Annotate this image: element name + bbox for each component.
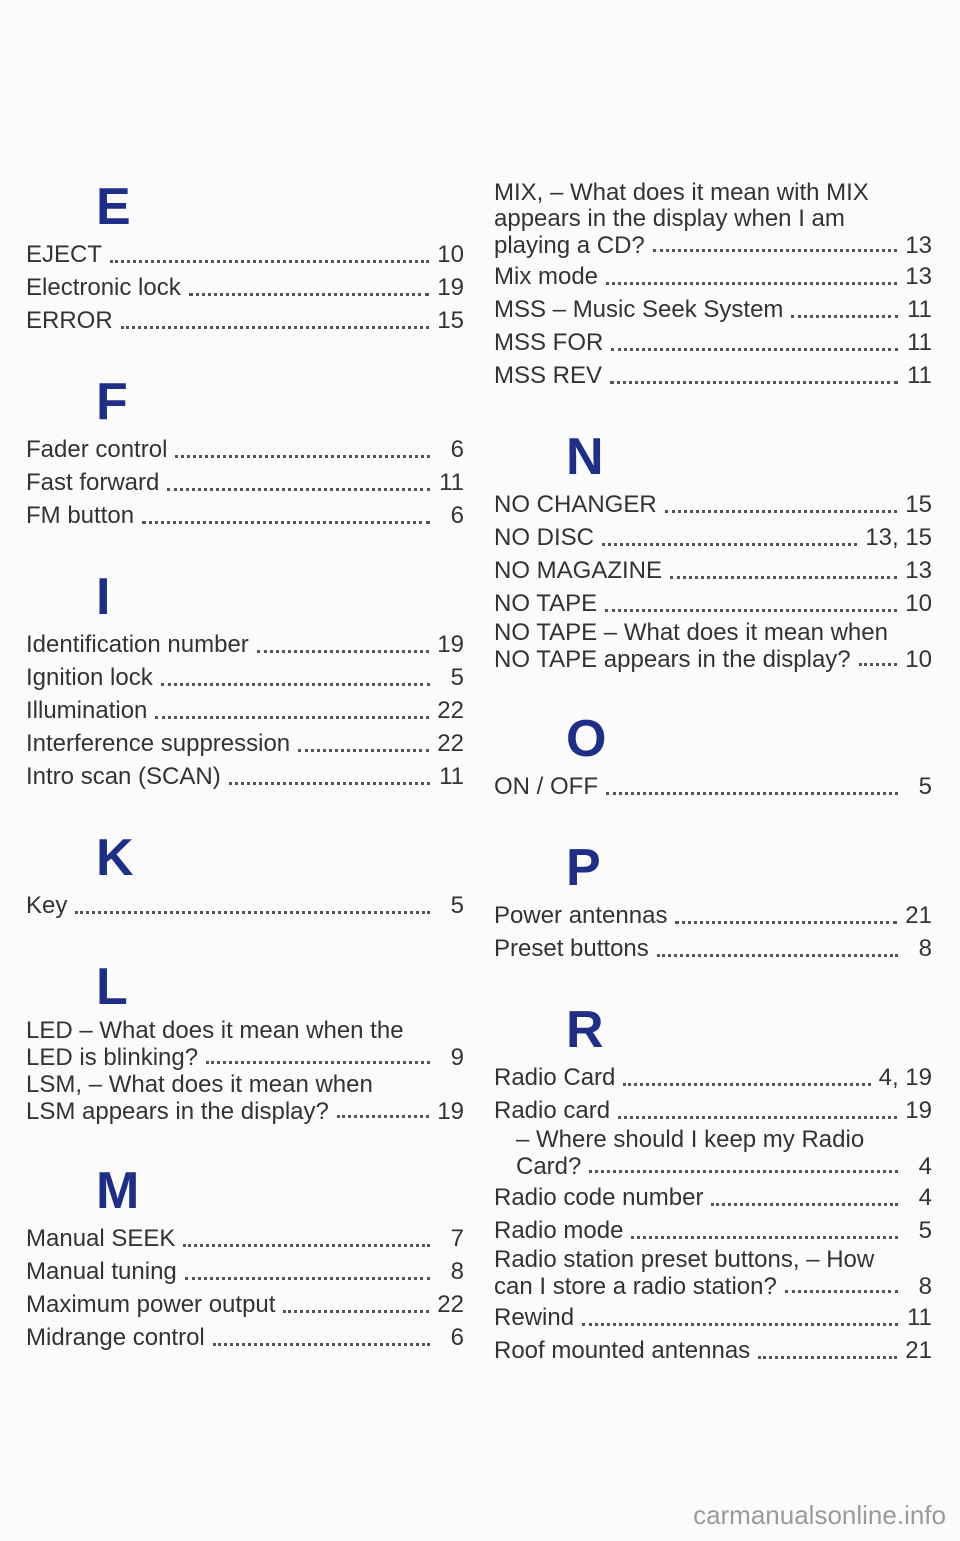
entry-page-number: 19	[437, 274, 464, 301]
entry-page-number: 21	[905, 902, 932, 929]
dot-leader	[670, 573, 897, 579]
index-entry-list	[494, 488, 932, 674]
section-letter-heading: N	[566, 428, 604, 486]
index-section-k	[26, 829, 464, 952]
entry-term-line: NO TAPE – What does it mean when	[494, 619, 888, 646]
entry-page-number: 22	[437, 730, 464, 757]
dot-leader	[758, 1353, 897, 1359]
index-entry-fm-button[interactable]	[26, 499, 464, 532]
entry-page-number: 11	[439, 763, 464, 790]
entry-term-final-line	[494, 646, 932, 674]
entry-term: MSS REV	[494, 362, 603, 389]
dot-leader	[606, 789, 898, 795]
index-entry-midrange-control[interactable]	[26, 1321, 464, 1354]
index-entry-list	[494, 180, 932, 392]
section-letter-heading: M	[96, 1162, 140, 1220]
entry-term: Electronic lock	[26, 274, 181, 301]
dot-leader	[213, 1340, 430, 1346]
index-entry-mss-for[interactable]	[494, 326, 932, 359]
entry-page-number: 19	[905, 1097, 932, 1124]
entry-term: LED is blinking?	[26, 1044, 199, 1071]
entry-term: NO CHANGER	[494, 491, 657, 518]
entry-page-number: 5	[450, 892, 464, 919]
index-entry-no-magazine[interactable]	[494, 554, 932, 587]
entry-term: Mix mode	[494, 263, 599, 290]
entry-term: Preset buttons	[494, 935, 649, 962]
entry-page-number: 11	[907, 296, 932, 323]
entry-term: Radio Card	[494, 1064, 616, 1091]
dot-leader	[185, 1274, 430, 1280]
dot-leader	[206, 1058, 430, 1064]
entry-page-number: 7	[450, 1225, 464, 1252]
entry-term: NO TAPE appears in the display?	[494, 646, 851, 673]
index-entry-list	[26, 628, 464, 793]
index-entry-illumination[interactable]	[26, 694, 464, 727]
entry-page-number: 13	[905, 557, 932, 584]
dot-leader	[859, 660, 898, 666]
dot-leader	[110, 257, 429, 263]
entry-page-number: 8	[450, 1258, 464, 1285]
section-letter-heading: F	[96, 373, 128, 431]
dot-leader	[631, 1233, 898, 1239]
entry-term: can I store a radio station?	[494, 1273, 777, 1300]
index-entry-mss-rev[interactable]	[494, 359, 932, 392]
entry-page-number: 8	[918, 1273, 932, 1300]
dot-leader	[257, 647, 430, 653]
dot-leader	[337, 1112, 429, 1118]
dot-leader	[298, 746, 429, 752]
dot-leader	[161, 680, 430, 686]
index-entry-list	[26, 433, 464, 532]
index-entry-manual-seek[interactable]	[26, 1222, 464, 1255]
index-entry-preset-buttons[interactable]	[494, 932, 932, 965]
index-entry-no-tape-appears-in-the-display[interactable]	[494, 620, 932, 674]
entry-term: Radio card	[494, 1097, 611, 1124]
dot-leader	[283, 1307, 429, 1313]
entry-term: Manual tuning	[26, 1258, 177, 1285]
entry-term: Radio code number	[494, 1184, 704, 1211]
index-entry-power-antennas[interactable]	[494, 899, 932, 932]
entry-page-number: 15	[905, 491, 932, 518]
dot-leader	[582, 1320, 898, 1326]
index-entry-list	[494, 1061, 932, 1367]
entry-term-final-line	[26, 1098, 464, 1126]
entry-term: EJECT	[26, 241, 103, 268]
dot-leader	[142, 518, 430, 524]
entry-page-number: 11	[907, 362, 932, 389]
dot-leader	[121, 323, 430, 329]
entry-page-number: 5	[918, 1217, 932, 1244]
index-section-i	[26, 568, 464, 823]
entry-page-number: 13	[905, 232, 932, 259]
entry-term-final-line	[494, 232, 932, 260]
entry-term-line: LSM, – What does it mean when	[26, 1071, 373, 1098]
entry-page-number: 6	[450, 502, 464, 529]
entry-term: ON / OFF	[494, 773, 598, 800]
index-entry-list	[26, 1222, 464, 1354]
entry-term: Fast forward	[26, 469, 160, 496]
entry-page-number: 22	[437, 697, 464, 724]
index-entry-rewind[interactable]	[494, 1301, 932, 1334]
index-entry-list	[26, 1018, 464, 1126]
index-column-left	[26, 172, 464, 1384]
entry-term: playing a CD?	[494, 232, 645, 259]
dot-leader	[75, 908, 430, 914]
entry-page-number: 13, 15	[865, 524, 932, 551]
entry-term: Manual SEEK	[26, 1225, 176, 1252]
dot-leader	[167, 485, 430, 491]
entry-term: Power antennas	[494, 902, 668, 929]
entry-term: NO DISC	[494, 524, 595, 551]
section-letter-heading: O	[566, 710, 607, 768]
section-letter-heading: P	[566, 839, 601, 897]
index-section-o	[494, 710, 932, 833]
entry-term: Midrange control	[26, 1324, 205, 1351]
entry-page-number: 21	[905, 1337, 932, 1364]
entry-page-number: 19	[437, 1098, 464, 1125]
index-entry-can-i-store-a-radio-station[interactable]	[494, 1247, 932, 1301]
entry-page-number: 19	[437, 631, 464, 658]
section-letter-heading: K	[96, 829, 134, 887]
entry-term: FM button	[26, 502, 135, 529]
dot-leader	[589, 1167, 898, 1173]
entry-term: Card?	[516, 1153, 582, 1180]
dot-leader	[657, 951, 898, 957]
entry-page-number: 4, 19	[878, 1064, 932, 1091]
entry-term: Intro scan (SCAN)	[26, 763, 221, 790]
index-entry-fast-forward[interactable]	[26, 466, 464, 499]
section-letter-heading: L	[96, 958, 128, 1016]
entry-page-number: 10	[437, 241, 464, 268]
index-entry-identification-number[interactable]	[26, 628, 464, 661]
entry-page-number: 13	[905, 263, 932, 290]
entry-term-line: – Where should I keep my Radio	[516, 1126, 865, 1153]
index-entry-intro-scan-scan[interactable]	[26, 760, 464, 793]
entry-page-number: 5	[450, 664, 464, 691]
index-entry-mss-music-seek-system[interactable]	[494, 293, 932, 326]
index-entry-ignition-lock[interactable]	[26, 661, 464, 694]
entry-term: MSS – Music Seek System	[494, 296, 784, 323]
index-entry-manual-tuning[interactable]	[26, 1255, 464, 1288]
index-entry-interference-suppression[interactable]	[26, 727, 464, 760]
index-entry-roof-mounted-antennas[interactable]	[494, 1334, 932, 1367]
dot-leader	[605, 606, 897, 612]
entry-term-final-line	[494, 1273, 932, 1301]
index-entry-fader-control[interactable]	[26, 433, 464, 466]
index-entry-on-off[interactable]	[494, 770, 932, 803]
index-entry-card[interactable]	[494, 1127, 932, 1181]
entry-term: Interference suppression	[26, 730, 291, 757]
entry-term: ERROR	[26, 307, 113, 334]
entry-term: Rewind	[494, 1304, 575, 1331]
entry-term-final-line	[26, 1044, 464, 1072]
entry-page-number: 5	[918, 773, 932, 800]
index-section-m	[26, 1162, 464, 1384]
index-entry-list	[26, 889, 464, 922]
entry-page-number: 8	[918, 935, 932, 962]
index-entry-list	[494, 770, 932, 803]
dot-leader	[155, 713, 429, 719]
index-entry-maximum-power-output[interactable]	[26, 1288, 464, 1321]
entry-term: Ignition lock	[26, 664, 153, 691]
index-entry-no-changer[interactable]	[494, 488, 932, 521]
dot-leader	[229, 779, 430, 785]
index-entry-mix-mode[interactable]	[494, 260, 932, 293]
index-section-l	[26, 958, 464, 1156]
entry-page-number: 6	[450, 436, 464, 463]
index-section-f	[26, 373, 464, 562]
section-letter-heading: I	[96, 568, 111, 626]
entry-page-number: 11	[907, 1304, 932, 1331]
entry-term: Identification number	[26, 631, 249, 658]
index-entry-list	[26, 238, 464, 337]
dot-leader	[183, 1241, 430, 1247]
entry-page-number: 10	[905, 646, 932, 673]
entry-page-number: 6	[450, 1324, 464, 1351]
index-entry-electronic-lock[interactable]	[26, 271, 464, 304]
entry-term-line: LED – What does it mean when the	[26, 1017, 404, 1044]
index-entry-radio-card[interactable]	[494, 1094, 932, 1127]
dot-leader	[611, 345, 898, 351]
dot-leader	[618, 1113, 897, 1119]
entry-page-number: 4	[918, 1184, 932, 1211]
dot-leader	[653, 246, 898, 252]
entry-term: Key	[26, 892, 68, 919]
index-entry-no-disc[interactable]	[494, 521, 932, 554]
dot-leader	[610, 378, 898, 384]
entry-page-number: 11	[907, 329, 932, 356]
index-section-n	[494, 428, 932, 704]
index-entry-lsm-appears-in-the-display[interactable]	[26, 1072, 464, 1126]
dot-leader	[175, 452, 430, 458]
entry-term: Roof mounted antennas	[494, 1337, 751, 1364]
entry-term: Fader control	[26, 436, 168, 463]
entry-term: Radio mode	[494, 1217, 624, 1244]
section-letter-heading: R	[566, 1001, 604, 1059]
entry-page-number: 11	[439, 469, 464, 496]
index-entry-led-is-blinking[interactable]	[26, 1018, 464, 1072]
entry-term-line: MIX, – What does it mean with MIX	[494, 179, 869, 206]
index-entry-list	[494, 899, 932, 965]
entry-page-number: 10	[905, 590, 932, 617]
entry-term: NO MAGAZINE	[494, 557, 663, 584]
index-entry-key[interactable]	[26, 889, 464, 922]
index-section-e	[26, 178, 464, 367]
dot-leader	[623, 1080, 870, 1086]
index-entry-no-tape[interactable]	[494, 587, 932, 620]
dot-leader	[665, 507, 898, 513]
index-section-r	[494, 1001, 932, 1397]
entry-page-number: 9	[450, 1044, 464, 1071]
dot-leader	[785, 1287, 898, 1293]
index-section-p	[494, 839, 932, 995]
dot-leader	[711, 1200, 898, 1206]
dot-leader	[189, 290, 430, 296]
index-entry-eject[interactable]	[26, 238, 464, 271]
entry-term-line: Radio station preset buttons, – How	[494, 1246, 875, 1273]
index-column-right	[494, 172, 932, 1397]
watermark-text[interactable]: carmanualsonline.info	[693, 1500, 946, 1530]
entry-term-line: appears in the display when I am	[494, 205, 845, 232]
dot-leader	[791, 312, 898, 318]
index-entry-radio-card[interactable]	[494, 1061, 932, 1094]
entry-term: MSS FOR	[494, 329, 604, 356]
index-section-continued	[494, 172, 932, 422]
dot-leader	[602, 540, 857, 546]
entry-page-number: 4	[918, 1153, 932, 1180]
entry-term: NO TAPE	[494, 590, 598, 617]
section-letter-heading: E	[96, 178, 131, 236]
entry-term: Maximum power output	[26, 1291, 276, 1318]
entry-page-number: 15	[437, 307, 464, 334]
entry-page-number: 22	[437, 1291, 464, 1318]
entry-term: LSM appears in the display?	[26, 1098, 329, 1125]
entry-term: Illumination	[26, 697, 148, 724]
index-entry-radio-mode[interactable]	[494, 1214, 932, 1247]
dot-leader	[606, 279, 897, 285]
index-entry-radio-code-number[interactable]	[494, 1181, 932, 1214]
dot-leader	[675, 918, 897, 924]
index-entry-error[interactable]	[26, 304, 464, 337]
entry-term-final-line	[516, 1153, 932, 1181]
index-entry-playing-a-cd[interactable]	[494, 180, 932, 260]
